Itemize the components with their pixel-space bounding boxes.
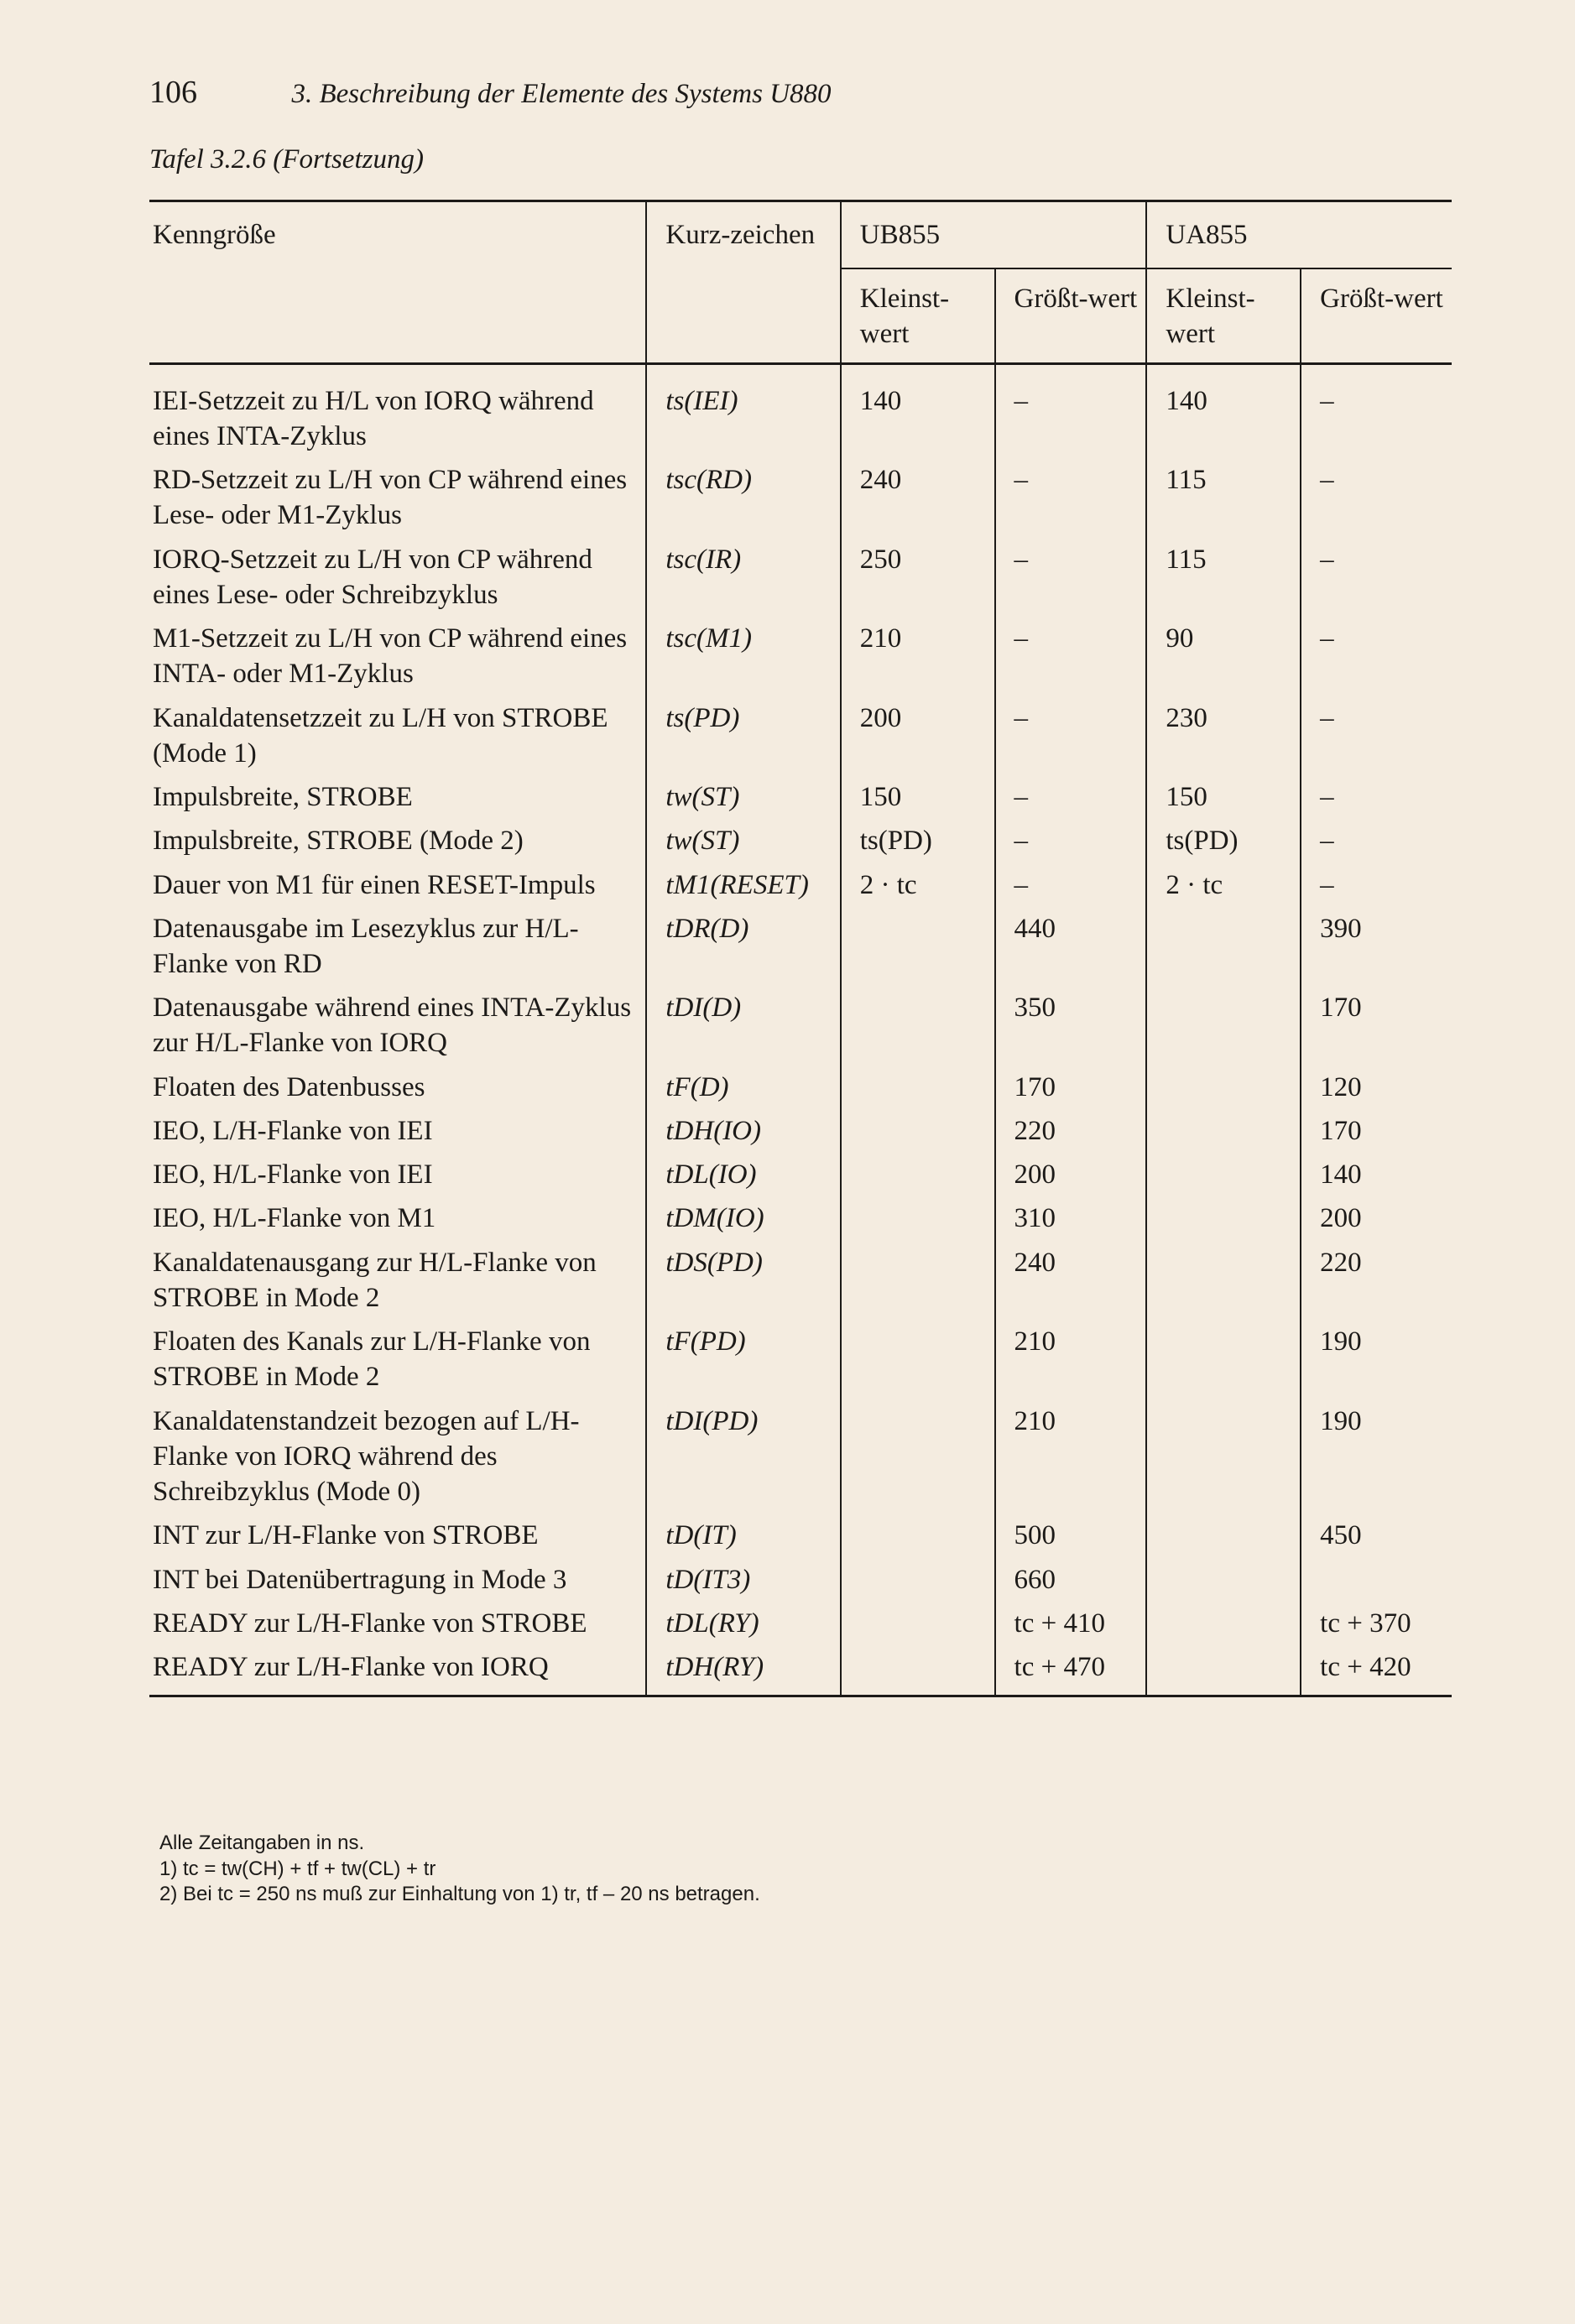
ub-min-cell: 210 [841,621,995,700]
symbol-cell: tDR(D) [646,911,840,990]
table-row [149,1518,1452,1561]
parameter-cell: INT bei Datenübertragung in Mode 3 [153,1564,567,1595]
ub-min-cell [841,1562,995,1606]
ua-min-cell [1146,1201,1301,1244]
ua-max-cell: tc + 420 [1301,1649,1452,1696]
ua-max-cell: 120 [1301,1070,1452,1113]
ua-max-cell: – [1301,868,1452,911]
ub-max-cell: – [995,701,1147,779]
parameter-cell: INT zur L/H-Flanke von STROBE [153,1520,539,1551]
ua-min-cell: 2 · tc [1146,868,1301,911]
ua-min-cell [1146,1562,1301,1606]
ua-max-cell: – [1301,363,1452,462]
ua-min-cell: 140 [1146,363,1301,462]
symbol-cell: tDI(D) [646,990,840,1069]
footnote-2: 2) Bei tc = 250 ns muß zur Einhaltung von 1) tr, tf – 20 ns betragen. [159,1883,760,1906]
symbol-cell: ts(PD) [646,701,840,779]
table-row [149,911,1452,990]
header-chip-ua855: UA855 [1146,201,1452,269]
ub-max-cell: – [995,779,1147,823]
ub-min-cell [841,1157,995,1201]
ub-max-cell: 310 [995,1201,1147,1244]
ub-min-cell [841,1070,995,1113]
symbol-cell: tw(ST) [646,779,840,823]
ub-max-cell: 170 [995,1070,1147,1113]
ua-max-cell [1301,1562,1452,1606]
parameter-cell: IEO, H/L-Flanke von M1 [153,1203,436,1234]
ua-max-cell: 200 [1301,1201,1452,1244]
ub-max-cell: 210 [995,1404,1147,1519]
ua-min-cell [1146,1113,1301,1157]
ua-max-cell: – [1301,823,1452,867]
ua-min-cell [1146,911,1301,990]
header-ub-max: Größt-wert [995,268,1147,363]
table-row [149,1606,1452,1649]
parameter-cell: Floaten des Datenbusses [153,1071,425,1102]
symbol-cell: tsc(RD) [646,462,840,541]
parameter-cell: RD-Setzzeit zu L/H von CP während eines Lese- oder M1-Zyklus [153,465,628,531]
ua-max-cell: 190 [1301,1404,1452,1519]
ub-min-cell [841,911,995,990]
ub-min-cell [841,990,995,1069]
table-row [149,542,1452,621]
symbol-cell: tF(PD) [646,1324,840,1403]
parameter-cell: Kanaldatensetzzeit zu L/H von STROBE (Mode 1) [153,702,608,769]
ua-max-cell: 140 [1301,1157,1452,1201]
ub-min-cell [841,1518,995,1561]
ub-min-cell: ts(PD) [841,823,995,867]
ua-min-cell: 90 [1146,621,1301,700]
parameter-cell: Floaten des Kanals zur L/H-Flanke von STROBE in Mode 2 [153,1326,591,1393]
symbol-cell: tF(D) [646,1070,840,1113]
table-row [149,823,1452,867]
table-row [149,1649,1452,1696]
ua-max-cell: 450 [1301,1518,1452,1561]
ua-max-cell: 390 [1301,911,1452,990]
parameter-cell: IEI-Setzzeit zu H/L von IORQ während eines INTA-Zyklus [153,385,594,451]
symbol-cell: tDM(IO) [646,1201,840,1244]
table-row [149,1324,1452,1403]
page-header [149,74,832,111]
ua-min-cell [1146,1157,1301,1201]
parameter-cell: IORQ-Setzzeit zu L/H von CP während eines Lese- oder Schreibzyklus [153,544,592,610]
ua-min-cell: 150 [1146,779,1301,823]
ua-max-cell: – [1301,701,1452,779]
table-row [149,1157,1452,1201]
ub-min-cell: 250 [841,542,995,621]
ub-max-cell: 220 [995,1113,1147,1157]
header-chip-ub855: UB855 [841,201,1147,269]
table-row [149,1201,1452,1244]
ub-max-cell: – [995,462,1147,541]
ub-min-cell: 200 [841,701,995,779]
ub-max-cell: – [995,823,1147,867]
ua-min-cell [1146,1070,1301,1113]
parameter-cell: Kanaldatenausgang zur H/L-Flanke von STROBE in Mode 2 [153,1247,597,1313]
symbol-cell: tDH(RY) [646,1649,840,1696]
ub-min-cell [841,1404,995,1519]
ub-min-cell [841,1113,995,1157]
table-row [149,1070,1452,1113]
table-row [149,462,1452,541]
header-symbol: Kurz-zeichen [646,201,840,364]
parameter-cell: Datenausgabe während eines INTA-Zyklus zur H/L-Flanke von IORQ [153,993,632,1059]
ub-min-cell [841,1649,995,1696]
symbol-cell: tDS(PD) [646,1245,840,1324]
symbol-cell: ts(IEI) [646,363,840,462]
ua-min-cell [1146,990,1301,1069]
timing-parameter-table [149,200,1452,1697]
table-row [149,868,1452,911]
footnote-units: Alle Zeitangaben in ns. [159,1832,365,1854]
parameter-cell: READY zur L/H-Flanke von IORQ [149,1649,646,1696]
table-row [149,1404,1452,1519]
symbol-cell: tDL(RY) [646,1606,840,1649]
ub-min-cell: 140 [841,363,995,462]
ua-max-cell: 170 [1301,990,1452,1069]
parameter-cell: Impulsbreite, STROBE [153,782,413,813]
ub-min-cell: 240 [841,462,995,541]
header-ua-min: Kleinst-wert [1146,268,1301,363]
ub-max-cell: – [995,542,1147,621]
ub-max-cell: 200 [995,1157,1147,1201]
ub-min-cell: 150 [841,779,995,823]
ub-min-cell [841,1245,995,1324]
header-ub-min: Kleinst-wert [841,268,995,363]
ub-min-cell [841,1606,995,1649]
ua-min-cell [1146,1324,1301,1403]
symbol-cell: tDH(IO) [646,1113,840,1157]
symbol-cell: tDL(IO) [646,1157,840,1201]
ua-min-cell [1146,1649,1301,1696]
ua-max-cell: 190 [1301,1324,1452,1403]
ua-min-cell: 230 [1146,701,1301,779]
ua-max-cell: tc + 370 [1301,1606,1452,1649]
page-number: 106 [149,75,197,110]
footnote-1: 1) tc = tw(CH) + tf + tw(CL) + tr [159,1857,436,1880]
ua-min-cell: 115 [1146,542,1301,621]
ua-max-cell: 220 [1301,1245,1452,1324]
ua-min-cell [1146,1404,1301,1519]
ua-min-cell: 115 [1146,462,1301,541]
table-row [149,1245,1452,1324]
parameter-cell: IEO, L/H-Flanke von IEI [153,1115,433,1146]
ua-max-cell: – [1301,462,1452,541]
ua-min-cell [1146,1518,1301,1561]
ub-max-cell: 210 [995,1324,1147,1403]
symbol-cell: tD(IT) [646,1518,840,1561]
table-row [149,1113,1452,1157]
parameter-cell: Dauer von M1 für einen RESET-Impuls [153,869,596,900]
table-row [149,701,1452,779]
symbol-cell: tM1(RESET) [646,868,840,911]
ub-min-cell: 2 · tc [841,868,995,911]
ua-max-cell: – [1301,542,1452,621]
parameter-cell: Impulsbreite, STROBE (Mode 2) [153,826,524,857]
table-row [149,779,1452,823]
table-caption: Tafel 3.2.6 (Fortsetzung) [149,144,424,175]
symbol-cell: tD(IT3) [646,1562,840,1606]
ub-max-cell: tc + 470 [995,1649,1147,1696]
table-row [149,363,1452,462]
symbol-cell: tsc(M1) [646,621,840,700]
parameter-cell: M1-Setzzeit zu L/H von CP während eines INTA- oder M1-Zyklus [153,623,628,690]
ub-min-cell [841,1201,995,1244]
running-title: 3. Beschreibung der Elemente des Systems U880 [291,79,832,109]
header-ua-max: Größt-wert [1301,268,1452,363]
symbol-cell: tDI(PD) [646,1404,840,1519]
ub-max-cell: 660 [995,1562,1147,1606]
table-row [149,990,1452,1069]
table-body [149,363,1452,1696]
parameter-cell: READY zur L/H-Flanke von STROBE [153,1608,587,1639]
ub-min-cell [841,1324,995,1403]
ub-max-cell: 240 [995,1245,1147,1324]
ub-max-cell: 500 [995,1518,1147,1561]
parameter-cell: Datenausgabe im Lesezyklus zur H/L-Flanke von RD [153,913,579,979]
table-row [149,621,1452,700]
ua-min-cell [1146,1245,1301,1324]
ub-max-cell: – [995,868,1147,911]
ua-min-cell: ts(PD) [1146,823,1301,867]
ua-min-cell [1146,1606,1301,1649]
parameter-cell: Kanaldatenstandzeit bezogen auf L/H-Flanke von IORQ während des Schreibzyklus (Mode 0) [153,1405,580,1508]
ub-max-cell: – [995,363,1147,462]
ua-max-cell: – [1301,779,1452,823]
footnotes [159,1831,760,1908]
table-row [149,1562,1452,1606]
ub-max-cell: 440 [995,911,1147,990]
symbol-cell: tw(ST) [646,823,840,867]
ub-max-cell: 350 [995,990,1147,1069]
symbol-cell: tsc(IR) [646,542,840,621]
ua-max-cell: – [1301,621,1452,700]
ub-max-cell: – [995,621,1147,700]
ub-max-cell: tc + 410 [995,1606,1147,1649]
header-parameter: Kenngröße [149,201,646,364]
ua-max-cell: 170 [1301,1113,1452,1157]
parameter-cell: IEO, H/L-Flanke von IEI [153,1159,433,1191]
